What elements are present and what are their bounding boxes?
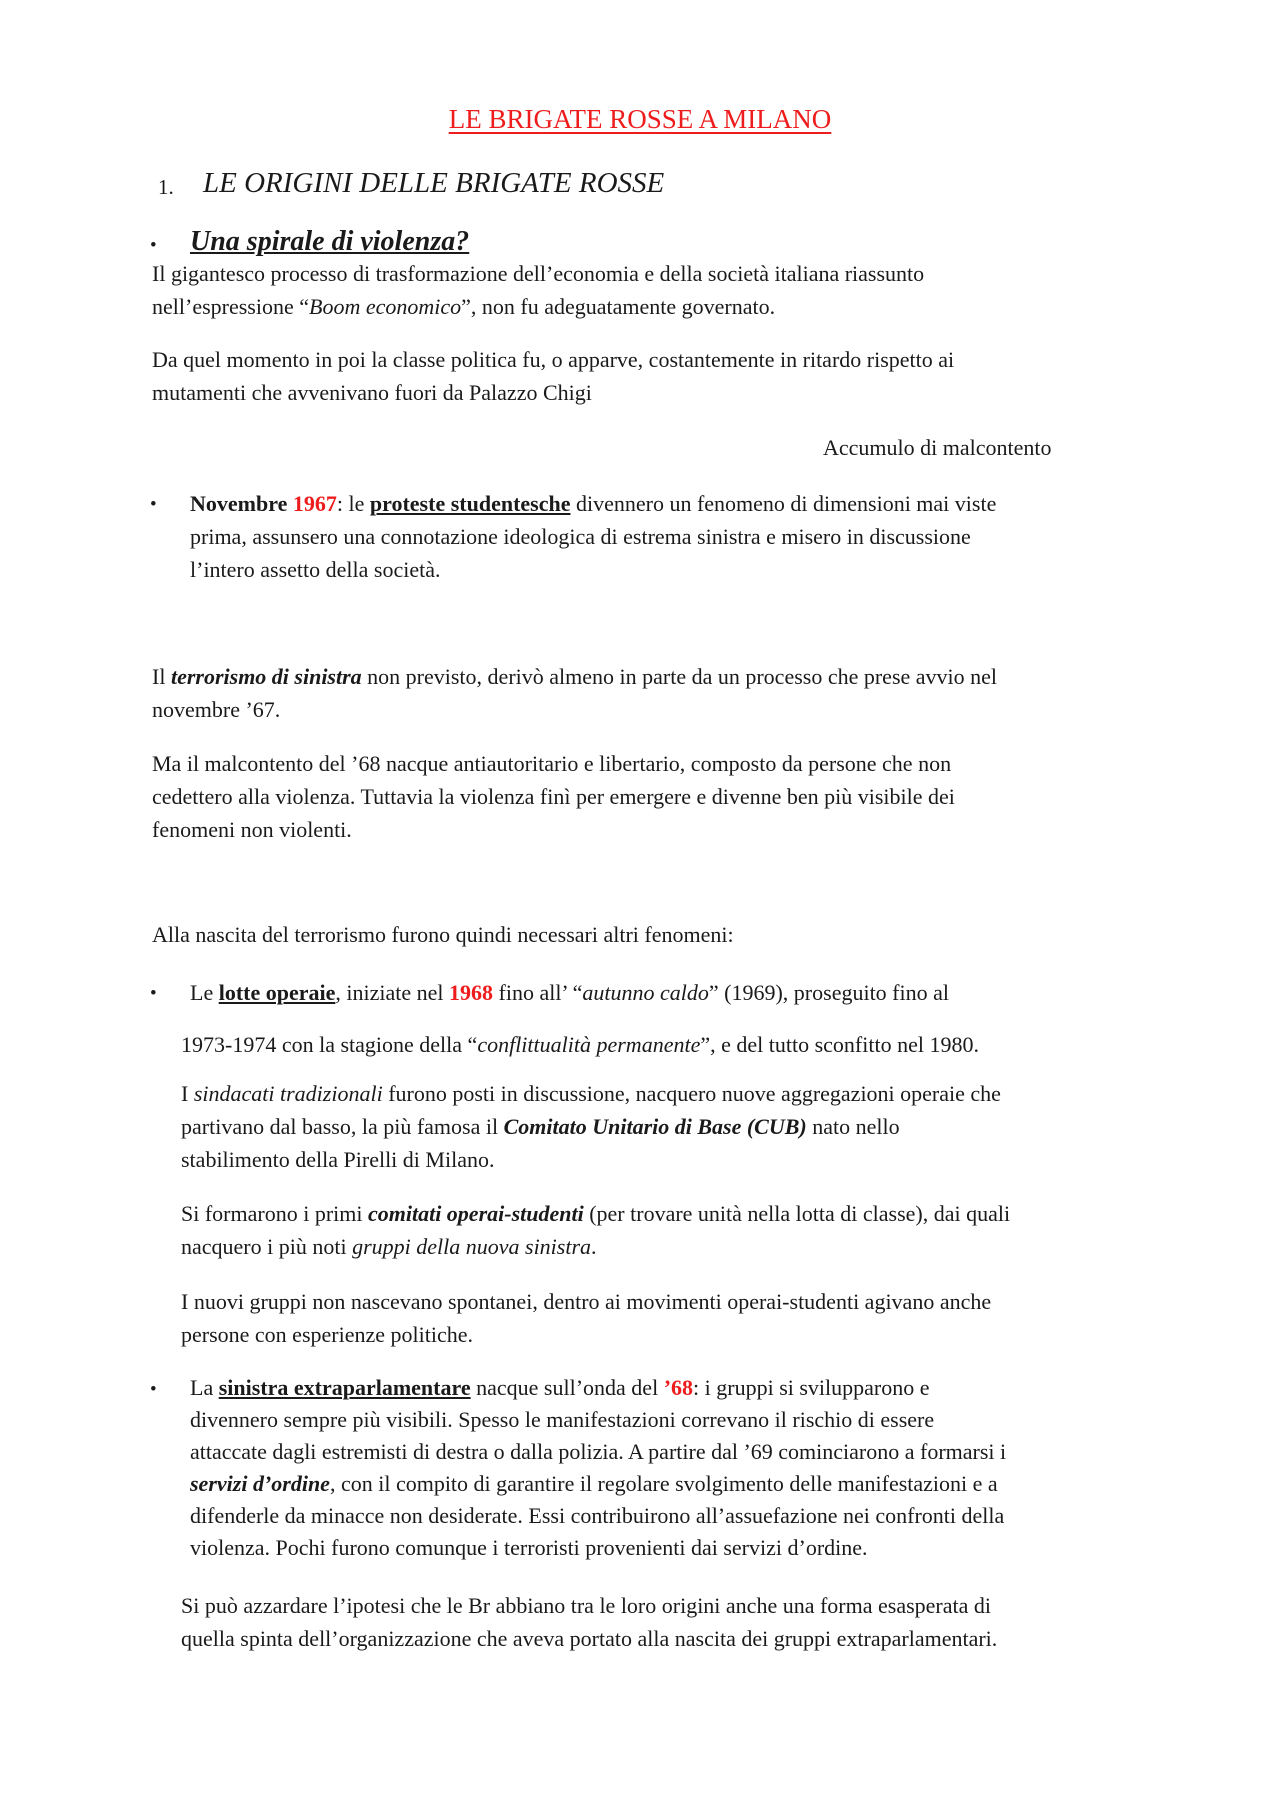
- p7-a: I: [181, 1081, 194, 1106]
- p7-cub: Comitato Unitario di Base (CUB): [503, 1114, 807, 1139]
- b1-d: divennero un fenomeno di dimensioni mai viste: [570, 491, 997, 516]
- b3-line2: divennero sempre più visibili. Spesso le manifestazioni correvano il rischio di essere: [190, 1407, 935, 1432]
- p2-line1: Da quel momento in poi la classe politica fu, o apparve, costantemente in ritardo rispetto ai: [152, 347, 955, 372]
- p6-c: ”, e del tutto sconfitto nel 1980.: [700, 1032, 979, 1057]
- p4-line2: cedettero alla violenza. Tuttavia la violenza finì per emergere e divenne ben più visibile dei: [152, 784, 955, 809]
- b1-line2: prima, assunsero una connotazione ideologica di estrema sinistra e misero in discussione: [190, 524, 971, 549]
- bullet-1-text: [190, 487, 996, 586]
- paragraph-2: [152, 343, 954, 409]
- p1-line2c: ”, non fu adeguatamente governato.: [461, 294, 776, 319]
- b2-year: 1968: [449, 980, 493, 1005]
- p1-boom-economico: Boom economico: [309, 294, 462, 319]
- p8-l2a: nacquero i più noti: [181, 1234, 353, 1259]
- paragraph-6: [181, 1028, 979, 1061]
- p6-conflittualita: conflittualità permanente: [477, 1032, 701, 1057]
- b3-line5: difenderle da minacce non desiderate. Essi contribuirono all’assuefazione nei confronti della: [190, 1503, 1005, 1528]
- b3-d: : i gruppi si svilupparono e: [693, 1375, 930, 1400]
- p1-line2a: nell’espressione “: [152, 294, 309, 319]
- b3-c: nacque sull’onda del: [470, 1375, 664, 1400]
- subheading: Una spirale di violenza?: [190, 226, 470, 257]
- bullet-3-text: [190, 1372, 1006, 1564]
- bullet-3: •: [150, 1379, 157, 1400]
- p7-l2c: nato nello: [806, 1114, 900, 1139]
- bullet-subheading: •: [150, 235, 157, 256]
- paragraph-7: [181, 1077, 1001, 1176]
- paragraph-10: [181, 1589, 997, 1655]
- b2-lotte-operaie: lotte operaie: [218, 980, 336, 1005]
- p7-c: furono posti in discussione, nacquero nuove aggregazioni operaie che: [382, 1081, 1001, 1106]
- p3-a: Il: [152, 664, 171, 689]
- section-number: 1.: [158, 175, 174, 199]
- document-title: LE BRIGATE ROSSE A MILANO: [448, 104, 832, 134]
- p8-l2c: .: [591, 1234, 597, 1259]
- b3-a: La: [190, 1375, 219, 1400]
- paragraph-8: [181, 1197, 1010, 1263]
- paragraph-3: [152, 660, 997, 726]
- p8-comitati: comitati operai-studenti: [367, 1201, 584, 1226]
- p8-a: Si formarono i primi: [181, 1201, 368, 1226]
- p2-line2: mutamenti che avvenivano fuori da Palazzo Chigi: [152, 380, 592, 405]
- b1-line3: l’intero assetto della società.: [190, 557, 441, 582]
- b1-year: 1967: [292, 491, 337, 516]
- b2-d: fino all’ “: [493, 980, 583, 1005]
- p1-line1: Il gigantesco processo di trasformazione dell’economia e della società italiana riassunto: [152, 261, 925, 286]
- b3-line6: violenza. Pochi furono comunque i terroristi provenienti dai servizi d’ordine.: [190, 1535, 868, 1560]
- p3-line2: novembre ’67.: [152, 697, 281, 722]
- b2-a: Le: [190, 980, 219, 1005]
- paragraph-5: Alla nascita del terrorismo furono quindi necessari altri fenomeni:: [152, 922, 734, 947]
- p10-line2: quella spinta dell’organizzazione che aveva portato alla nascita dei gruppi extraparlamentari.: [181, 1626, 998, 1651]
- b3-year: ’68: [663, 1375, 694, 1400]
- bullet-2: •: [150, 983, 157, 1004]
- p7-sindacati: sindacati tradizionali: [193, 1081, 383, 1106]
- paragraph-9: [181, 1285, 991, 1351]
- p8-c: (per trovare unità nella lotta di classe), dai quali: [583, 1201, 1011, 1226]
- paragraph-4: [152, 747, 955, 846]
- b2-c: , iniziate nel: [335, 980, 449, 1005]
- p10-line1: Si può azzardare l’ipotesi che le Br abbiano tra le loro origini anche una forma esasperata di: [181, 1593, 992, 1618]
- bullet-1: •: [150, 494, 157, 515]
- p4-line1: Ma il malcontento del ’68 nacque antiautoritario e libertario, composto da persone che non: [152, 751, 952, 776]
- b3-line3: attaccate dagli estremisti di destra o dalla polizia. A partire dal ’69 cominciarono a formarsi i: [190, 1439, 1007, 1464]
- p3-terrorismo: terrorismo di sinistra: [170, 664, 362, 689]
- b2-f: ” (1969), proseguito fino al: [708, 980, 949, 1005]
- p7-line3: stabilimento della Pirelli di Milano.: [181, 1147, 495, 1172]
- b1-novembre: Novembre: [190, 491, 293, 516]
- p3-c: non previsto, derivò almeno in parte da un processo che prese avvio nel: [361, 664, 998, 689]
- p9-line1: I nuovi gruppi non nascevano spontanei, dentro ai movimenti operai-studenti agivano anche: [181, 1289, 992, 1314]
- p8-gruppi: gruppi della nuova sinistra: [352, 1234, 592, 1259]
- b1-proteste: proteste studentesche: [369, 491, 571, 516]
- p6-a: 1973-1974 con la stagione della “: [181, 1032, 478, 1057]
- b3-l4b: , con il compito di garantire il regolare svolgimento delle manifestazioni e a: [329, 1471, 998, 1496]
- accumulo-note: Accumulo di malcontento: [823, 435, 1052, 460]
- bullet-2-text: [190, 976, 949, 1009]
- paragraph-1: [152, 257, 924, 323]
- p9-line2: persone con esperienze politiche.: [181, 1322, 473, 1347]
- p7-l2a: partivano dal basso, la più famosa il: [181, 1114, 504, 1139]
- p4-line3: fenomeni non violenti.: [152, 817, 352, 842]
- b1-b: : le: [336, 491, 370, 516]
- b2-autunno-caldo: autunno caldo: [582, 980, 709, 1005]
- b3-servizi: servizi d’ordine: [190, 1471, 330, 1496]
- b3-sinistra: sinistra extraparlamentare: [218, 1375, 471, 1400]
- section-heading: LE ORIGINI DELLE BRIGATE ROSSE: [203, 167, 665, 199]
